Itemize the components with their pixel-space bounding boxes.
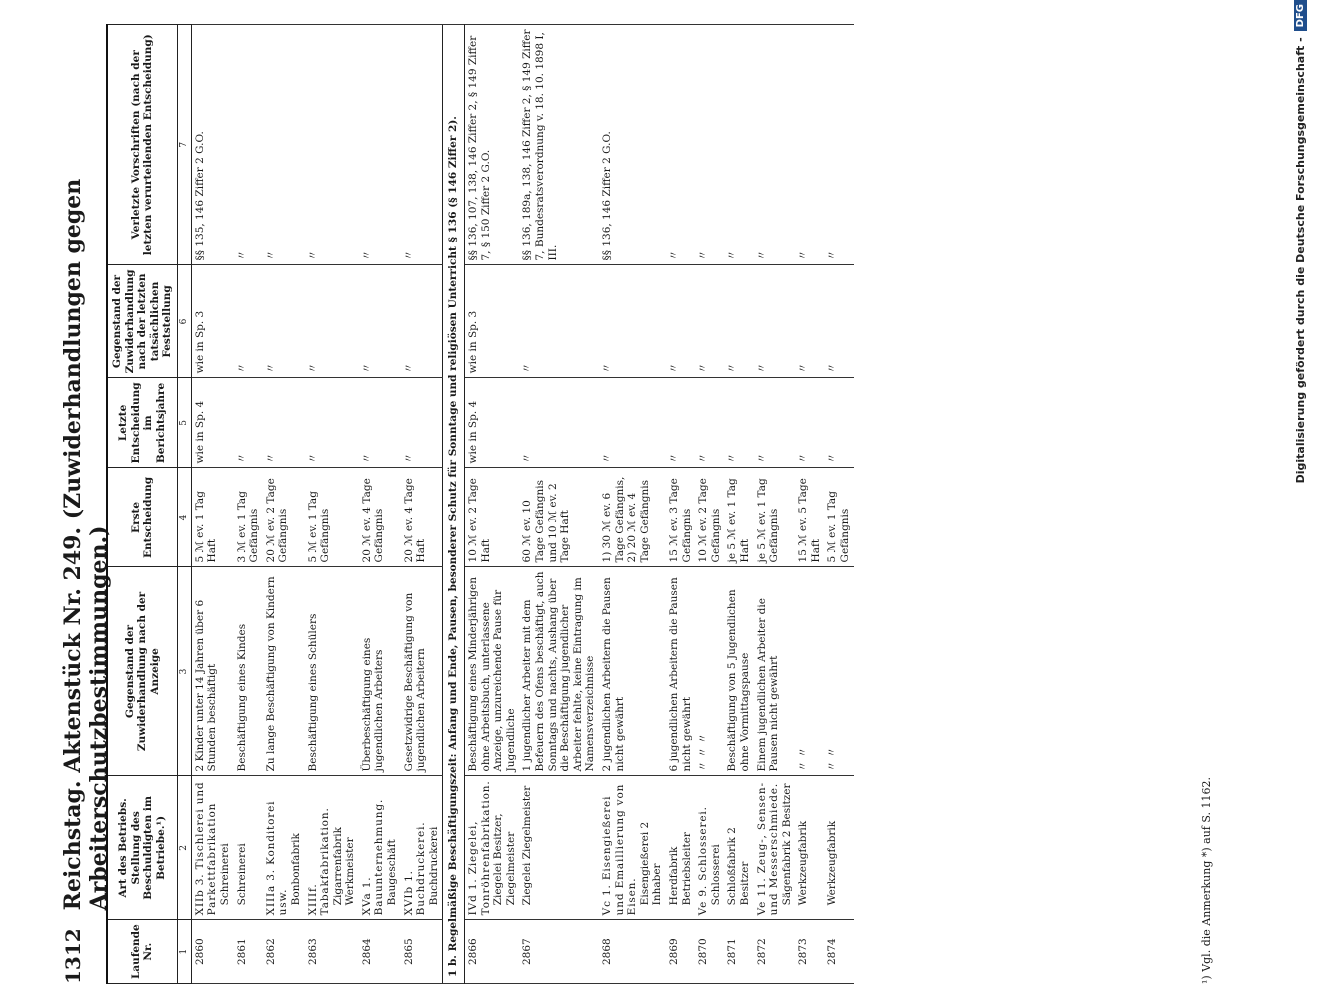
gegenstand-letzte-cell: 〃 [724,265,753,378]
betrieb-name: Sägenfabrik 2 Besitzer [780,783,793,906]
vorschriften-cell: §§ 136, 146 Ziffer 2 G.O. [599,25,666,266]
col-number: 1 [177,920,191,984]
col-header-gegenstand: Gegenstand der Zuwiderhandlung nach der Anzeige [107,567,177,776]
letzte-entscheidung-cell: 〃 [754,378,796,468]
dfg-credit-text: Digitalisierung gefördert durch die Deutsche Forschungsgemeinschaft - [1293,37,1307,484]
col-number: 7 [177,25,191,266]
vorschriften-cell: 〃 [795,25,824,266]
betrieb-cell [666,776,695,920]
erste-entscheidung-cell: 5 ℳ ev. 1 Tag Haft [191,468,233,567]
table-row [666,25,695,984]
gegenstand-letzte-cell: 〃 [666,265,695,378]
gegenstand-cell: 〃 〃 [795,567,824,776]
erste-entscheidung-cell: 15 ℳ ev. 3 Tage Gefängnis [666,468,695,567]
betrieb-cell [795,776,824,920]
row-number: 2865 [401,920,443,984]
col-header-letzte: Letzte Entscheidung im Berichtsjahre [107,378,177,468]
row-number: 2868 [599,920,666,984]
table-row [824,25,853,984]
betrieb-category: XVIb 1. Buchdruckerei. [402,821,428,916]
row-number: 2864 [359,920,401,984]
gegenstand-letzte-cell: 〃 [754,265,796,378]
section-b [443,25,465,984]
erste-entscheidung-cell: 60 ℳ ev. 10 Tage Gefängnis und 10 ℳ ev. 2 Tage Haft [519,468,599,567]
erste-entscheidung-cell: 3 ℳ ev. 1 Tag Gefängnis [234,468,263,567]
gegenstand-letzte-cell: 〃 [599,265,666,378]
letzte-entscheidung-cell: 〃 [666,378,695,468]
page-number: 1312 [61,928,85,984]
col-number: 2 [177,776,191,920]
gegenstand-cell: Beschäftigung eines Kindes [234,567,263,776]
vorschriften-cell: §§ 136, 189a, 138, 146 Ziffer 2, § 149 Ziffer 7, Bundesratsverordnung v. 18. 10. 1898 I, III. [519,25,599,266]
gegenstand-cell: Einem jugendlichen Arbeiter die Pausen nicht gewährt [754,567,796,776]
col-header-gegenstand-letzte: Gegenstand der Zuwiderhandlung nach der letzten tatsächlichen Feststellung [107,265,177,378]
vorschriften-cell: 〃 [234,25,263,266]
betrieb-category: Ve 11. Zeug-, Sensen- und Messerschmiede. [755,782,781,916]
vorschriften-cell: 〃 [724,25,753,266]
letzte-entscheidung-cell: 〃 [359,378,401,468]
betrieb-cell [724,776,753,920]
row-number: 2861 [234,920,263,984]
gegenstand-cell: 〃 〃 〃 [695,567,724,776]
vorschriften-cell: 〃 [754,25,796,266]
gegenstand-cell: 2 jugendlichen Arbeitern die Pausen nicht gewährt [599,567,666,776]
betrieb-cell [359,776,401,920]
page-header [60,24,112,984]
sidebar-credit-strip [1276,0,1324,1000]
betrieb-cell [465,776,520,920]
vorschriften-cell: 〃 [695,25,724,266]
page-title: Reichstag. Aktenstück Nr. 249. (Zuwiderhandlungen gegen Arbeiterschutzbestimmungen.) [60,178,112,911]
table-row [599,25,666,984]
gegenstand-letzte-cell: wie in Sp. 3 [191,265,233,378]
col-header-nr: Laufende Nr. [107,920,177,984]
betrieb-cell [824,776,853,920]
betrieb-cell [263,776,305,920]
letzte-entscheidung-cell: 〃 [401,378,443,468]
gegenstand-letzte-cell: 〃 [695,265,724,378]
letzte-entscheidung-cell: 〃 [599,378,666,468]
betrieb-name: Zigarrenfabrik Werkmeister [331,827,357,906]
footnote: ¹) Vgl. die Anmerkung *) auf S. 1162. [1200,777,1213,984]
letzte-entscheidung-cell: 〃 [695,378,724,468]
table-row [695,25,724,984]
table-row [359,25,401,984]
dfg-logo: DFG [1294,0,1307,31]
betrieb-cell [599,776,666,920]
header-row [107,25,177,984]
row-number: 2872 [754,920,796,984]
vorschriften-cell: 〃 [263,25,305,266]
gegenstand-letzte-cell: 〃 [359,265,401,378]
table-row [754,25,796,984]
gegenstand-cell: Beschäftigung eines Schülers [305,567,359,776]
erste-entscheidung-cell: 5 ℳ ev. 1 Tag Gefängnis [824,468,853,567]
gegenstand-letzte-cell: 〃 [263,265,305,378]
betrieb-category: XIIIf. Tabakfabrikation. [306,807,332,916]
letzte-entscheidung-cell: wie in Sp. 4 [191,378,233,468]
betrieb-cell [519,776,599,920]
vorschriften-cell: 〃 [401,25,443,266]
betrieb-cell [191,776,233,920]
gegenstand-cell: Beschäftigung eines Minderjährigen ohne Arbeitsbuch, unterlassene Anzeige, unzureichende Pause für Jugendliche [465,567,520,776]
erste-entscheidung-cell: 5 ℳ ev. 1 Tag Gefängnis [305,468,359,567]
gegenstand-cell: 2 Kinder unter 14 Jahren über 6 Stunden beschäftigt [191,567,233,776]
table-row [305,25,359,984]
table-body-b [465,25,854,984]
letzte-entscheidung-cell: wie in Sp. 4 [465,378,520,468]
erste-entscheidung-cell: je 5 ℳ ev. 1 Tag Haft [724,468,753,567]
vorschriften-cell: 〃 [359,25,401,266]
betrieb-cell [695,776,724,920]
table-row [795,25,824,984]
gegenstand-letzte-cell: wie in Sp. 3 [465,265,520,378]
table-row [724,25,753,984]
rotated-document-page [50,0,1250,1000]
gegenstand-cell: 6 jugendlichen Arbeitern die Pausen nicht gewährt [666,567,695,776]
col-header-vorschriften: Verletzte Vorschriften (nach der letzten verurteilenden Entscheidung) [107,25,177,266]
gegenstand-cell: 〃 〃 [824,567,853,776]
row-number: 2867 [519,920,599,984]
letzte-entscheidung-cell: 〃 [824,378,853,468]
col-number: 6 [177,265,191,378]
section-heading-row [443,25,465,984]
erste-entscheidung-cell: 1) 30 ℳ ev. 6 Tage Gefängnis, 2) 20 ℳ ev. 4 Tage Gefängnis [599,468,666,567]
betrieb-cell [234,776,263,920]
betrieb-category: XVa 1. Bauunternehmung. [360,798,386,916]
table-row [401,25,443,984]
gegenstand-cell: Zu lange Beschäftigung von Kindern [263,567,305,776]
gegenstand-letzte-cell: 〃 [305,265,359,378]
gegenstand-letzte-cell: 〃 [795,265,824,378]
erste-entscheidung-cell: 20 ℳ ev. 2 Tage Gefängnis [263,468,305,567]
gegenstand-cell: Gesetzwidrige Beschäftigung von jugendlichen Arbeitern [401,567,443,776]
row-number: 2869 [666,920,695,984]
erste-entscheidung-cell: je 5 ℳ ev. 1 Tag Gefängnis [754,468,796,567]
letzte-entscheidung-cell: 〃 [519,378,599,468]
column-number-row [177,25,191,984]
betrieb-name: Bonbonfabrik [289,833,302,906]
betrieb-name: Schlosserei [709,844,722,906]
betrieb-category: Vc 1. Eisengießerei und Emaillierung von Eisen. [600,783,639,916]
row-number: 2860 [191,920,233,984]
row-number: 2873 [795,920,824,984]
row-number: 2863 [305,920,359,984]
col-number: 3 [177,567,191,776]
betrieb-name: Schreinerei [218,843,231,906]
betrieb-cell [305,776,359,920]
table-row [234,25,263,984]
betrieb-name: Buchdruckerei [427,826,440,906]
table-body-a [191,25,443,984]
gegenstand-letzte-cell: 〃 [824,265,853,378]
betrieb-name: Werkzeugfabrik [797,820,810,906]
betrieb-name: Schreinerei [235,843,248,906]
gegenstand-letzte-cell: 〃 [401,265,443,378]
betrieb-name: Ziegelei Ziegelmeister [521,785,534,906]
betrieb-name: Ziegelei Besitzer, Ziegelmeister [492,813,517,906]
vorschriften-cell: 〃 [824,25,853,266]
row-number: 2871 [724,920,753,984]
gegenstand-letzte-cell: 〃 [234,265,263,378]
betrieb-category: XIIb 3. Tischlerei und Parkettfabrikation [193,781,219,916]
betrieb-name: Eisengießerei 2 Inhaber [638,821,664,906]
table-row [519,25,599,984]
betrieb-cell [401,776,443,920]
row-number: 2870 [695,920,724,984]
row-number: 2862 [263,920,305,984]
col-header-betrieb: Art des Betriebs. Stellung des Beschuldigten im Betriebe.¹) [107,776,177,920]
betrieb-name: Baugeschäft [386,839,399,906]
erste-entscheidung-cell: 10 ℳ ev. 2 Tage Haft [465,468,520,567]
erste-entscheidung-cell: 20 ℳ ev. 4 Tage Haft [401,468,443,567]
gegenstand-cell: 1 jugendlicher Arbeiter mit dem Befeuern des Ofens beschäftigt, auch Sonntags und nachts, Aushang über die Beschäftigung jugendlicher Arbeiter fehlte, keine Eintragung im Namensverzeichnisse [519,567,599,776]
table-row [465,25,520,984]
row-number: 2874 [824,920,853,984]
betrieb-category: XIIIa 3. Konditorei usw. [264,800,290,916]
vorschriften-cell: 〃 [666,25,695,266]
gegenstand-cell: Überbeschäftigung eines jugendlichen Arbeiters [359,567,401,776]
vorschriften-cell: §§ 135, 146 Ziffer 2 G.O. [191,25,233,266]
row-number: 2866 [465,920,520,984]
col-number: 5 [177,378,191,468]
letzte-entscheidung-cell: 〃 [263,378,305,468]
gegenstand-letzte-cell: 〃 [519,265,599,378]
letzte-entscheidung-cell: 〃 [305,378,359,468]
betrieb-cell [754,776,796,920]
table-row [263,25,305,984]
table-row [191,25,233,984]
section-heading: 1 b. Regelmäßige Beschäftigungszeit: Anfang und Ende, Pausen, besonderer Schutz für Sonntage und religiösen Unterricht § 136 (§ 146 Ziffer 2). [443,25,465,984]
erste-entscheidung-cell: 20 ℳ ev. 4 Tage Gefängnis [359,468,401,567]
betrieb-category: Ve 9. Schlosserei. [697,806,710,916]
vorschriften-cell: 〃 [305,25,359,266]
letzte-entscheidung-cell: 〃 [234,378,263,468]
vorschriften-cell: §§ 136, 107, 138, 146 Ziffer 2, § 149 Ziffer 7, § 150 Ziffer 2 G.O. [465,25,520,266]
violations-table [106,24,854,984]
letzte-entscheidung-cell: 〃 [795,378,824,468]
betrieb-name: Herdfabrik Betriebsleiter [667,832,693,906]
gegenstand-cell: Beschäftigung von 5 Jugendlichen ohne Vormittagspause [724,567,753,776]
col-header-erste: Erste Entscheidung [107,468,177,567]
betrieb-name: Schloßfabrik 2 Besitzer [726,827,751,906]
erste-entscheidung-cell: 10 ℳ ev. 2 Tage Gefängnis [695,468,724,567]
betrieb-name: Werkzeugfabrik [826,820,839,906]
betrieb-category: IVd 1. Ziegelei, Tonröhrenfabrikation. [467,780,492,916]
letzte-entscheidung-cell: 〃 [724,378,753,468]
col-number: 4 [177,468,191,567]
erste-entscheidung-cell: 15 ℳ ev. 5 Tage Haft [795,468,824,567]
